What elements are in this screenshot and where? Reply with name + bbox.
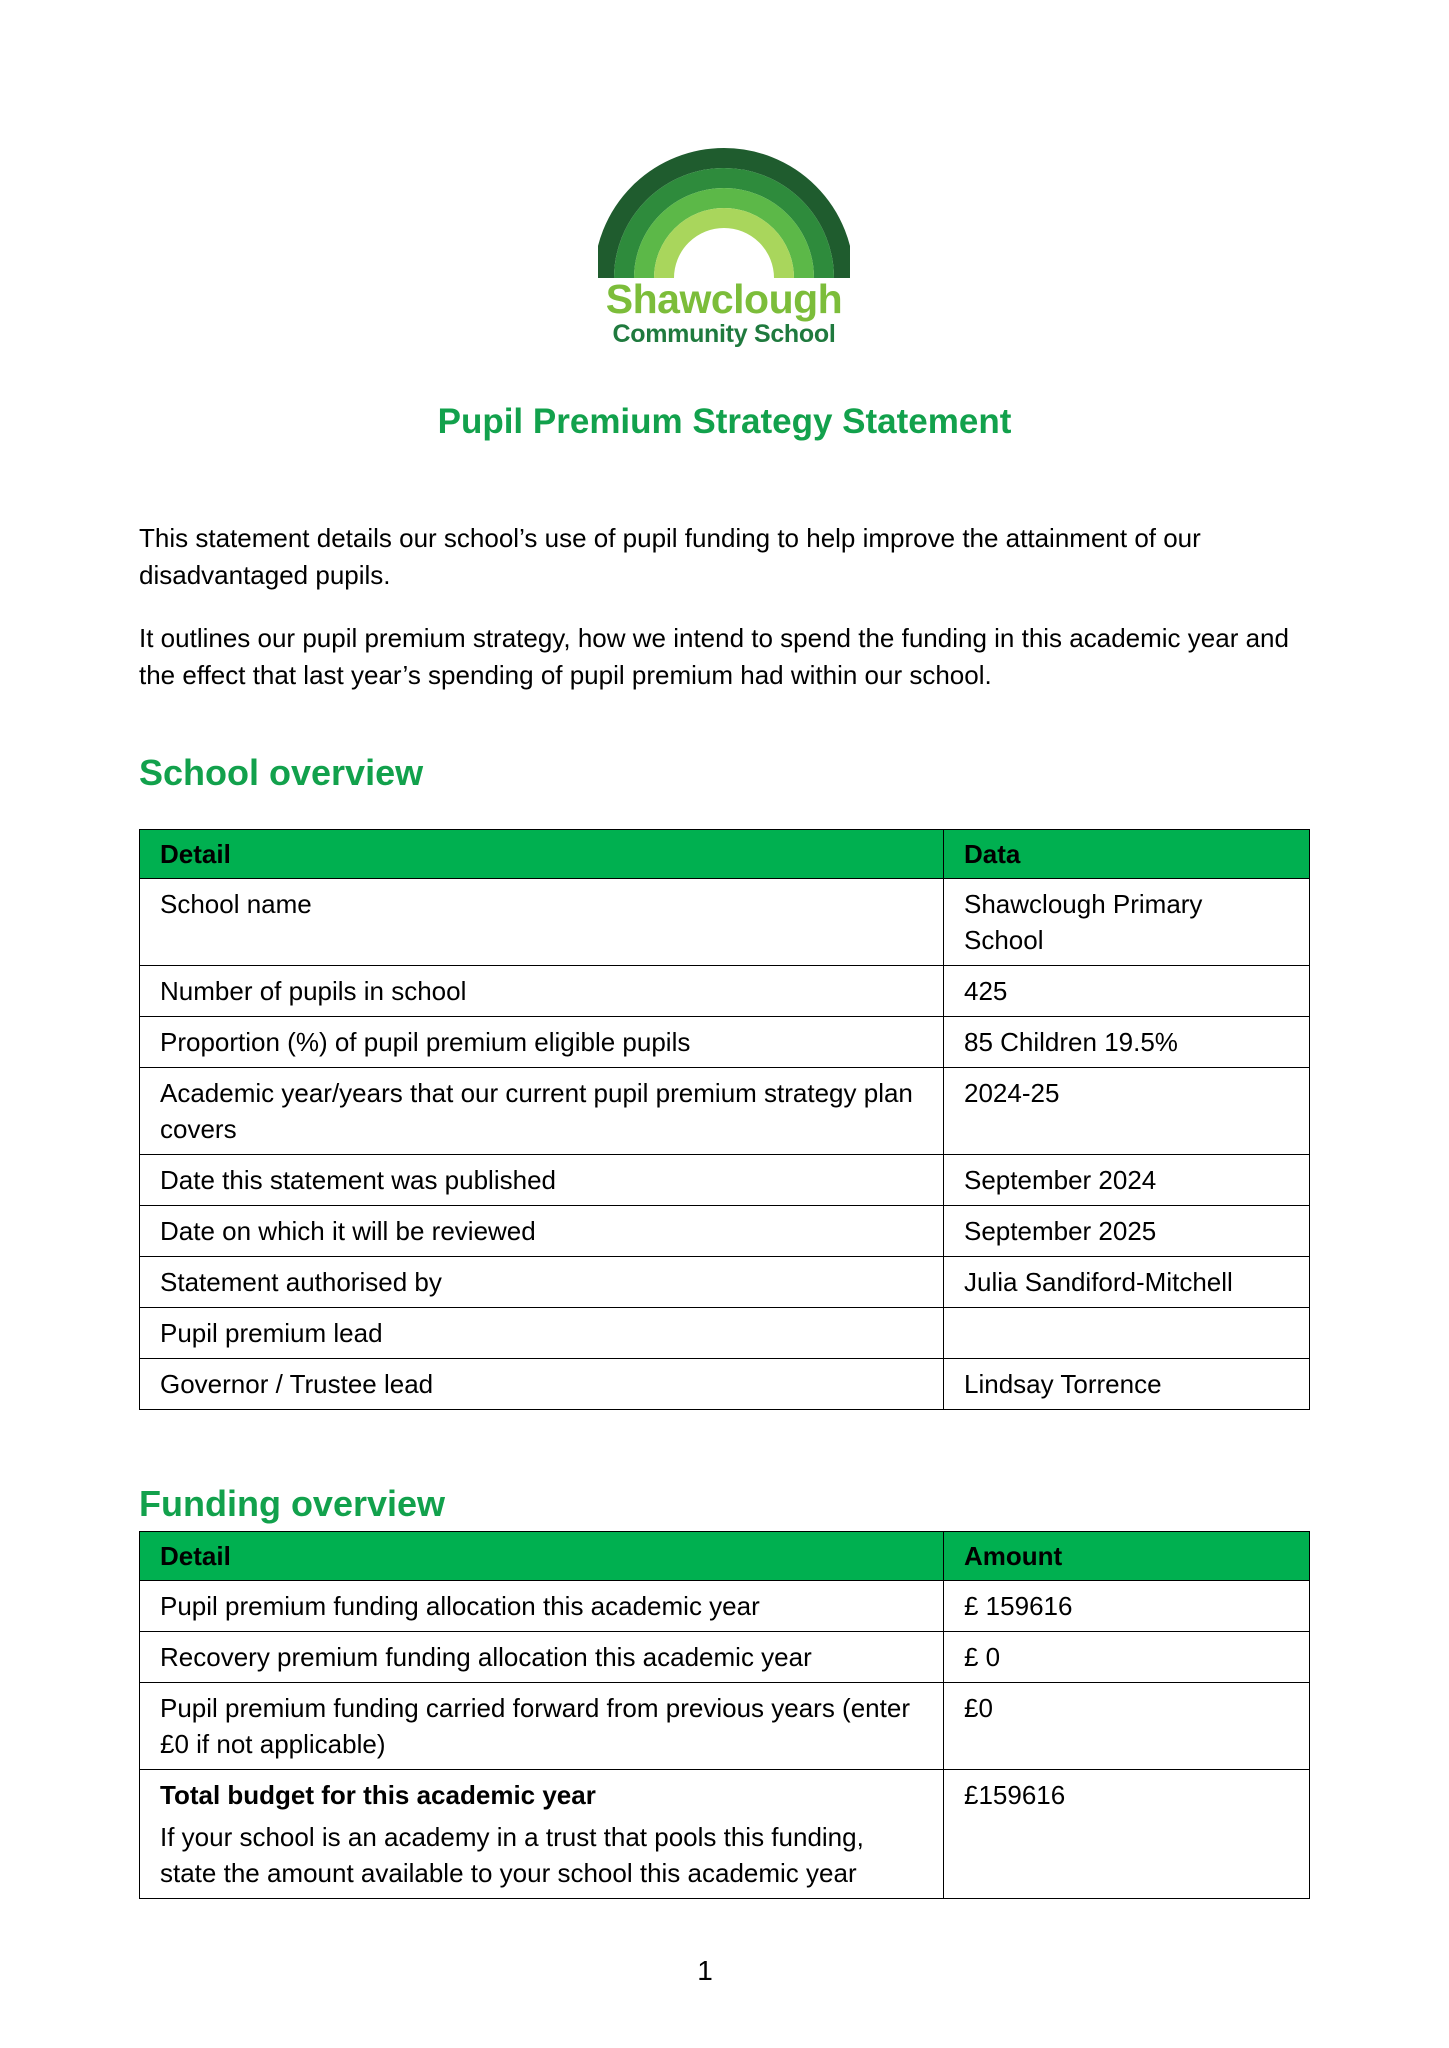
column-header-data: Data [944, 830, 1310, 879]
table-row [140, 1206, 1310, 1257]
column-header-detail: Detail [140, 1532, 944, 1581]
row-value: 85 Children 19.5% [944, 1017, 1310, 1068]
table-header-row [140, 830, 1310, 879]
row-value: £0 [944, 1683, 1310, 1770]
school-overview-table [139, 829, 1310, 1410]
row-label: School name [140, 879, 944, 966]
table-row [140, 966, 1310, 1017]
row-label: Date on which it will be reviewed [140, 1206, 944, 1257]
row-value: September 2025 [944, 1206, 1310, 1257]
row-label: Statement authorised by [140, 1257, 944, 1308]
table-row [140, 1155, 1310, 1206]
row-label: Recovery premium funding allocation this academic year [140, 1632, 944, 1683]
funding-overview-table [139, 1531, 1310, 1899]
table-row [140, 1581, 1310, 1632]
table-row [140, 1683, 1310, 1770]
row-value: £ 159616 [944, 1581, 1310, 1632]
row-label: Number of pupils in school [140, 966, 944, 1017]
table-row [140, 1308, 1310, 1359]
intro-paragraph-1: This statement details our school’s use of pupil funding to help improve the attainment of our disadvantaged pupils. [139, 523, 1201, 590]
table-header-row [140, 1532, 1310, 1581]
logo-school-subtitle: Community School [612, 320, 836, 348]
table-row [140, 1359, 1310, 1410]
row-value: Shawclough Primary School [944, 879, 1310, 966]
row-label: Academic year/years that our current pupil premium strategy plan covers [140, 1068, 944, 1155]
total-value: £159616 [944, 1770, 1310, 1899]
total-cell [140, 1770, 944, 1899]
table-row-total [140, 1770, 1310, 1899]
row-label: Proportion (%) of pupil premium eligible pupils [140, 1017, 944, 1068]
funding-overview-heading: Funding overview [139, 1483, 446, 1524]
row-label: Governor / Trustee lead [140, 1359, 944, 1410]
table-row [140, 1017, 1310, 1068]
document-title: Pupil Premium Strategy Statement [437, 402, 1012, 441]
row-value [944, 1308, 1310, 1359]
table-row [140, 1257, 1310, 1308]
page-number: 1 [697, 1955, 713, 1986]
intro-paragraph-2: It outlines our pupil premium strategy, how we intend to spend the funding in this academic year and the effect that last year’s spending of pupil premium had within our school. [139, 623, 1289, 690]
row-value: £ 0 [944, 1632, 1310, 1683]
row-value: Lindsay Torrence [944, 1359, 1310, 1410]
row-label: Date this statement was published [140, 1155, 944, 1206]
school-overview-heading: School overview [139, 752, 424, 793]
row-label: Pupil premium funding allocation this academic year [140, 1581, 944, 1632]
row-label: Pupil premium lead [140, 1308, 944, 1359]
rainbow-logo-icon [598, 148, 850, 278]
total-label: Total budget for this academic year [160, 1780, 596, 1810]
table-row [140, 1632, 1310, 1683]
row-label: Pupil premium funding carried forward from previous years (enter £0 if not applicable) [140, 1683, 944, 1770]
logo-school-name: Shawclough [605, 276, 843, 322]
table-row [140, 879, 1310, 966]
table-row [140, 1068, 1310, 1155]
column-header-amount: Amount [944, 1532, 1310, 1581]
row-value: 2024-25 [944, 1068, 1310, 1155]
school-logo [598, 148, 850, 353]
row-value: Julia Sandiford-Mitchell [944, 1257, 1310, 1308]
row-value: 425 [944, 966, 1310, 1017]
column-header-detail: Detail [140, 830, 944, 879]
row-value: September 2024 [944, 1155, 1310, 1206]
total-note: If your school is an academy in a trust that pools this funding, state the amount available to your school this academic year [160, 1822, 864, 1888]
